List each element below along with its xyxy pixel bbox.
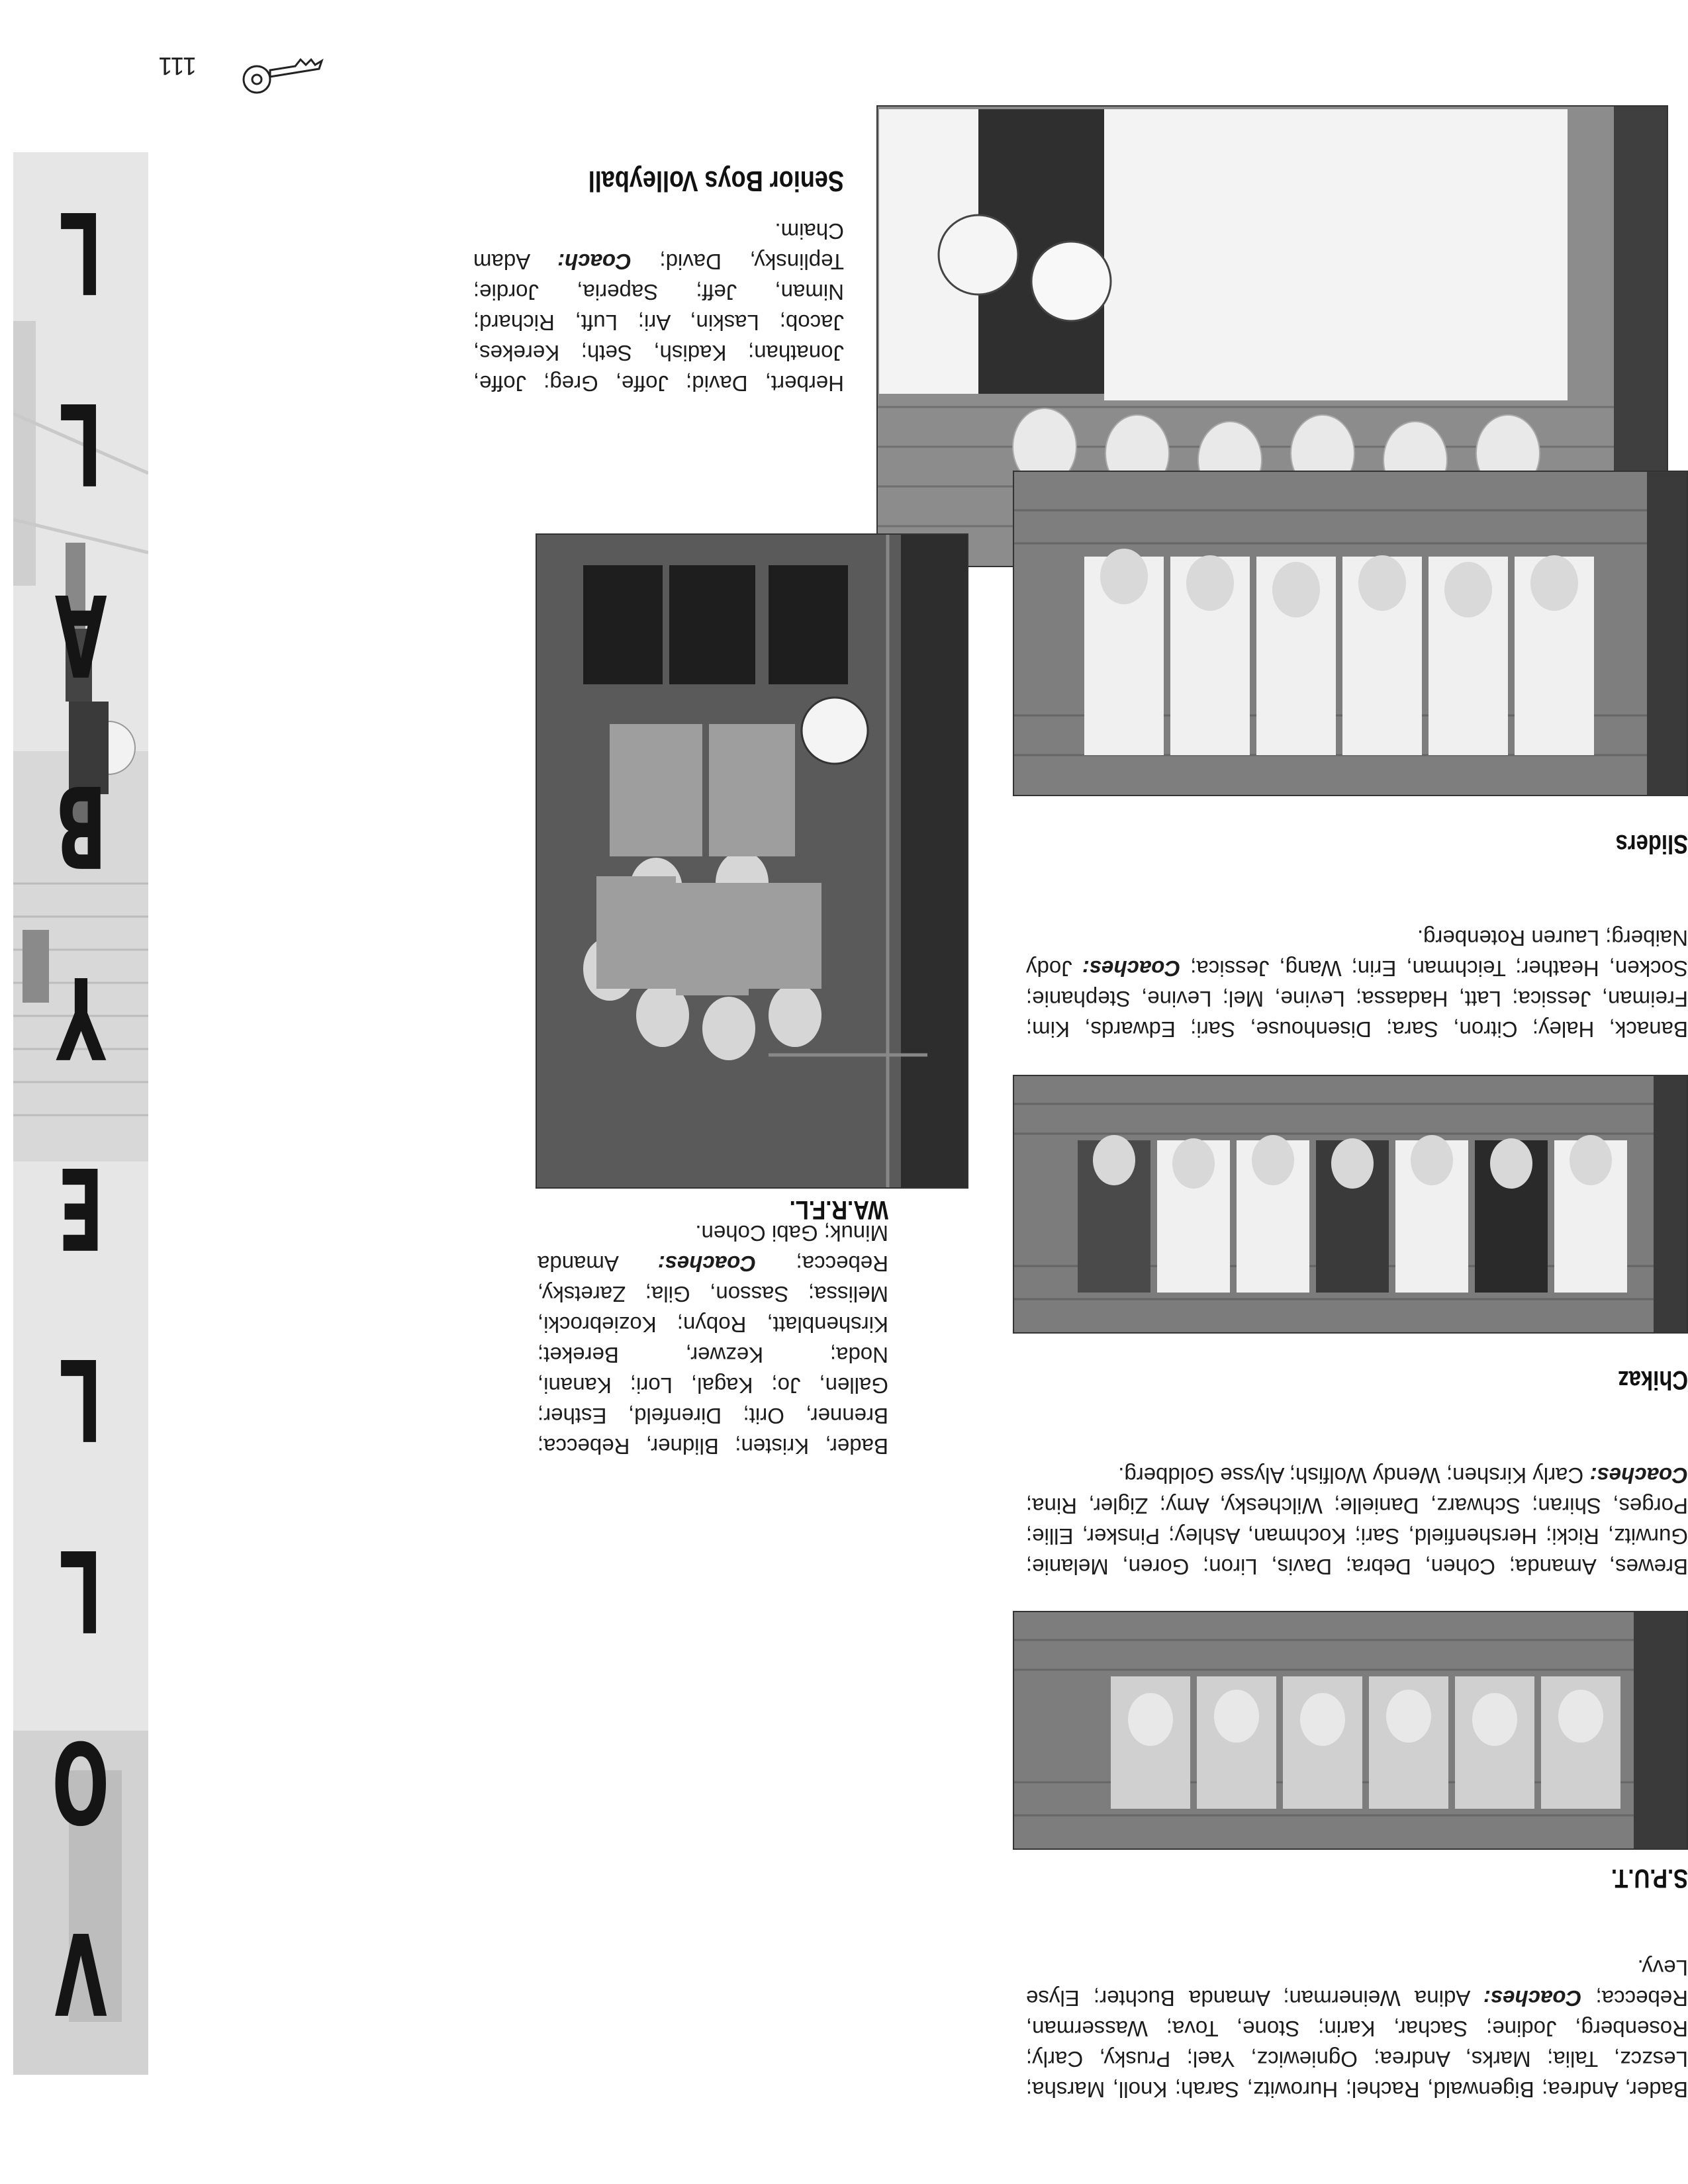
chikaz-team-photo (1013, 1075, 1688, 1334)
warfl-team-photo (536, 533, 968, 1189)
title-letter: A (54, 568, 107, 700)
sliders-heading: Sliders (1615, 829, 1688, 858)
title-letter: E (58, 1142, 104, 1273)
sliders-roster (1026, 923, 1688, 1044)
sidebar-title (13, 185, 148, 2038)
coach-label: Coaches: (1589, 1463, 1688, 1488)
chikaz-heading: Chikaz (1618, 1365, 1688, 1394)
roster-text: Bader, Andrea; Bigenwald, Rachel; Hurowitz, Sarah; Knoll, Marsha; Leszcz, Talia; Marks, Andrea; Ogniewicz, Yael; Prusky, Carly; Rosenberg, Jodine; Sachar, Karin; Stone, Tova; Wasserman, Rebecca; (1026, 1986, 1688, 2102)
title-letter: L (59, 186, 103, 318)
warfl-roster (538, 1218, 888, 1461)
roster-text: Adam Chaim. (473, 219, 844, 274)
chikaz-roster (1026, 1460, 1688, 1582)
sidebar-photo-banner (13, 152, 148, 2075)
title-letter: L (59, 1333, 103, 1465)
roster-text: Banack, Haley; Citron, Sara; Disenhouse, Sari; Edwards, Kim; Freiman, Jessica; Latt, Hadassa; Levine, Mel; Levine, Stephanie; Socken, Heather; Teichman, Erin; Wang, Jessica; (1026, 956, 1688, 1042)
page-number: 111 (158, 52, 197, 79)
sput-roster (1026, 1952, 1688, 2105)
sliders-team-photo (1013, 471, 1688, 796)
sput-heading: S.P.U.T. (1611, 1864, 1688, 1893)
roster-text: Brewes, Amanda; Cohen, Debra; Davis, Liron; Goren, Melanie; Gurwitz, Ricki; Hershenfield, Sari; Kochman, Ashley; Pinsker, Ellie; Porges, Shiran; Schwarz, Danielle; Wilchesky, Amy; Zigler, Rina; (1026, 1494, 1688, 1579)
roster-text: Carly Kirshen; Wendy Wolfish; Alysse Goldberg. (1118, 1463, 1584, 1488)
coach-label: Coach: (557, 250, 632, 274)
title-letter: B (55, 759, 107, 891)
roster-text: Amanda Minuk; Gabi Cohen. (538, 1221, 888, 1276)
roster-text: Adina Weinerman; Amanda Buchter; Elyse Levy. (1026, 1956, 1688, 2011)
roster-text: Jody Naiberg; Lauren Rotenberg. (1026, 926, 1688, 981)
title-letter: L (59, 1524, 103, 1656)
senior-boys-heading: Senior Boys Volleyball (588, 165, 844, 197)
title-letter: V (54, 1907, 107, 2038)
title-letter: O (52, 1715, 110, 1847)
coach-label: Coaches: (657, 1251, 757, 1276)
title-letter: L (59, 377, 103, 508)
roster-text: Bader, Kristen; Blidner, Rebecca; Brenner, Orit; Direnfeld, Esther; Gallen, Jo; Kagal, Lori; Kanani, Noda; Kezwer, Bereket; Kirshenblatt, Robyn; Koziebrocki, Melissa; Sasson, Gila; Zaretsky, Rebecca; (538, 1251, 888, 1459)
roster-text: Herbert, David; Joffe, Greg; Joffe, Jonathan; Kadish, Seth; Kerekes, Jacob; Laskin, Ari; Luft, Richard; Niman, Jeff; Saperia, Jordie; Teplinsky, David; (473, 250, 844, 396)
key-icon (238, 53, 331, 99)
warfl-heading: WA.R.F.L. (789, 1195, 888, 1224)
coach-label: Coaches: (1483, 1986, 1582, 2011)
coach-label: Coaches: (1082, 956, 1181, 981)
sput-team-photo (1013, 1611, 1688, 1850)
senior-boys-roster (473, 216, 844, 398)
title-letter: Y (56, 950, 105, 1082)
